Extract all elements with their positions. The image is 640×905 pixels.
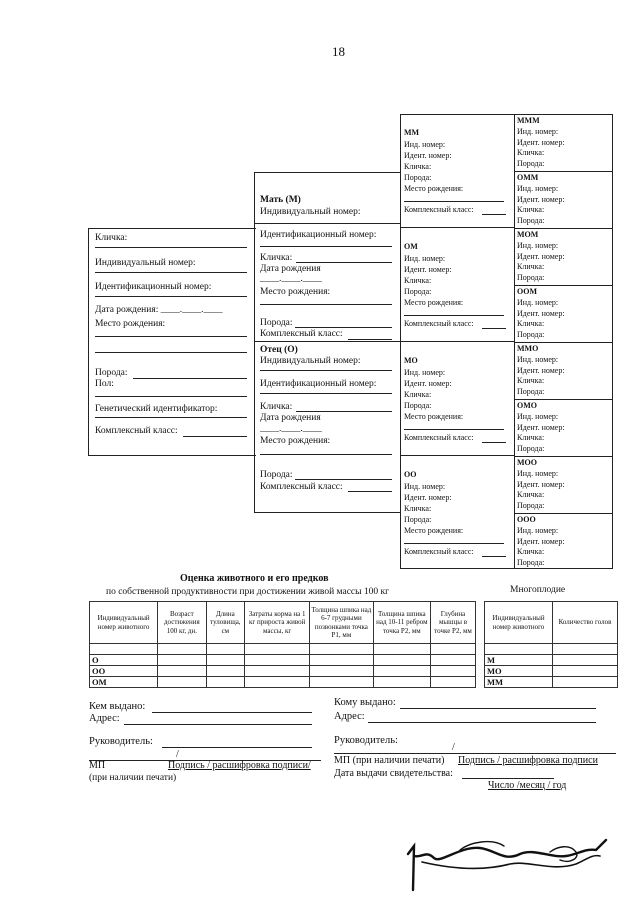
great-grandparent-breed-label: Порода: xyxy=(517,443,545,453)
grandparent-ind-label: Инд. номер: xyxy=(404,482,446,491)
great-grandparent-breed-label: Порода: xyxy=(517,386,545,396)
great-grandparent-ind-label: Инд. номер: xyxy=(517,184,559,193)
slash-left: / xyxy=(176,749,179,760)
grandparent-complex-class-label: Комплексный класс: xyxy=(404,547,474,556)
animal-nickname-label: Кличка: xyxy=(95,233,128,243)
father-nickname-label: Кличка: xyxy=(260,402,293,412)
grandparent-breed-label: Порода: xyxy=(404,401,432,410)
great-grandparent-nick-label: Кличка: xyxy=(517,262,545,271)
great-grandparent-ident-label: Идент. номер: xyxy=(517,479,565,489)
eval-row-label: ОО xyxy=(90,666,158,677)
head-right-label: Руководитель: xyxy=(334,735,398,746)
great-grandparent-ident-label: Идент. номер: xyxy=(517,137,565,147)
grandparent-title: ОМ xyxy=(404,242,418,251)
great-grandparent-title: МММ xyxy=(517,116,540,125)
grandparent-breed-label: Порода: xyxy=(404,287,432,296)
grandparent-complex-class-label: Комплексный класс: xyxy=(404,205,474,214)
grandparent-place-label: Место рождения: xyxy=(404,298,464,307)
mother-breed-label: Порода: xyxy=(260,318,293,328)
grandparent-place-label: Место рождения: xyxy=(404,526,464,535)
grandparent-complex-class-label: Комплексный класс: xyxy=(404,319,474,328)
father-title: Отец (О) xyxy=(260,345,298,355)
eval-row-label xyxy=(90,644,158,655)
stamp-note-left: (при наличии печати) xyxy=(89,773,177,783)
grandparent-ident-label: Идент. номер: xyxy=(404,493,452,502)
mother-nickname-label: Кличка: xyxy=(260,253,293,263)
great-grandparent-title: ОМО xyxy=(517,401,537,410)
address-left-label: Адрес: xyxy=(89,713,120,724)
animal-complex-class-label: Комплексный класс: xyxy=(95,426,178,436)
head-left-label: Руководитель: xyxy=(89,736,153,747)
grandparent-ident-label: Идент. номер: xyxy=(404,379,452,388)
eval-row-label: ОМ xyxy=(90,677,158,688)
signature-left: Подпись / расшифровка подписи/ xyxy=(168,760,311,771)
father-birth-date-blank: ____.____.____ xyxy=(260,424,322,434)
great-grandparent-breed-label: Порода: xyxy=(517,557,545,567)
great-grandparent-ind-label: Инд. номер: xyxy=(517,355,559,364)
father-identification-number-label: Идентификационный номер: xyxy=(260,379,377,389)
great-grandparent-nick-label: Кличка: xyxy=(517,490,545,499)
page-number: 18 xyxy=(332,44,345,59)
mp-left: МП xyxy=(89,760,106,771)
great-grandparent-title: ОММ xyxy=(517,173,539,182)
great-grandparent-ind-label: Инд. номер: xyxy=(517,298,559,307)
grandparent-ident-label: Идент. номер: xyxy=(404,151,452,160)
eval-header-number: Индивидуальный номер животного xyxy=(90,602,158,644)
eval-header-feed: Затраты корма на 1 кг прироста живой массы, кг xyxy=(245,602,310,644)
grandparent-title: МО xyxy=(404,356,418,365)
great-grandparent-nick-label: Кличка: xyxy=(517,319,545,328)
great-grandparent-title: МОО xyxy=(517,458,537,467)
mult-header-number: Индивидуальный номер животного xyxy=(485,602,553,644)
great-grandparent-ident-label: Идент. номер: xyxy=(517,308,565,318)
mother-birth-date-label: Дата рождения xyxy=(260,264,321,274)
great-grandparent-ind-label: Инд. номер: xyxy=(517,127,559,136)
great-grandparent-nick-label: Кличка: xyxy=(517,376,545,385)
slash-right: / xyxy=(452,742,455,753)
grandparent-ind-label: Инд. номер: xyxy=(404,140,446,149)
mult-row-label: М xyxy=(485,655,553,666)
grandparent-ident-label: Идент. номер: xyxy=(404,265,452,274)
great-grandparent-ident-label: Идент. номер: xyxy=(517,194,565,204)
issued-to-label: Кому выдано: xyxy=(334,697,396,708)
eval-header-muscle: Глубина мышцы в точке Р2, мм xyxy=(431,602,476,644)
eval-header-age: Возраст достижения 100 кг, дн. xyxy=(158,602,206,644)
great-grandparent-ident-label: Идент. номер: xyxy=(517,422,565,432)
eval-header-fat-p2: Толщина шпика над 10-11 ребром точка Р2, мм xyxy=(373,602,430,644)
mother-birth-date-blank: ____.____.____ xyxy=(260,274,322,284)
eval-row-label: О xyxy=(90,655,158,666)
date-format-label: Число /месяц / год xyxy=(488,780,567,791)
great-grandparent-breed-label: Порода: xyxy=(517,329,545,339)
animal-genetic-id-label: Генетический идентификатор: xyxy=(95,404,218,414)
grandparent-breed-label: Порода: xyxy=(404,173,432,182)
great-grandparent-ind-label: Инд. номер: xyxy=(517,526,559,535)
eval-header-fat-p1: Толщина шпика над 6-7 грудными позвонками точка Р1, мм xyxy=(310,602,374,644)
evaluation-title: Оценка животного и его предков xyxy=(180,573,329,584)
grandparent-ind-label: Инд. номер: xyxy=(404,368,446,377)
issued-by-label: Кем выдано: xyxy=(89,701,146,712)
mother-identification-number-label: Идентификационный номер: xyxy=(260,230,377,240)
evaluation-subtitle: по собственной продуктивности при достижении живой массы 100 кг xyxy=(106,587,390,597)
great-grandparent-ident-label: Идент. номер: xyxy=(517,251,565,261)
eval-header-length: Длина туловища, см xyxy=(206,602,245,644)
grandparent-title: ММ xyxy=(404,128,420,137)
animal-individual-number-label: Индивидуальный номер: xyxy=(95,258,196,268)
great-grandparent-title: ООО xyxy=(517,515,536,524)
mp-right: МП (при наличии печати) xyxy=(334,755,445,766)
grandparent-place-label: Место рождения: xyxy=(404,184,464,193)
mother-complex-class-label: Комплексный класс: xyxy=(260,329,343,339)
cert-date-label: Дата выдачи свидетельства: xyxy=(334,768,453,779)
grandparent-place-label: Место рождения: xyxy=(404,412,464,421)
great-grandparent-ind-label: Инд. номер: xyxy=(517,241,559,250)
signature-right: Подпись / расшифровка подписи xyxy=(458,755,598,766)
father-birth-date-label: Дата рождения xyxy=(260,413,321,423)
animal-breed-label: Порода: xyxy=(95,368,128,378)
animal-birth-date-label: Дата рождения: ____.____.____ xyxy=(95,305,223,315)
grandparent-nick-label: Кличка: xyxy=(404,390,432,399)
great-grandparent-nick-label: Кличка: xyxy=(517,205,545,214)
multiple-table xyxy=(484,601,618,688)
multiple-title: Многоплодие xyxy=(510,585,566,595)
great-grandparent-breed-label: Порода: xyxy=(517,158,545,168)
address-right-label: Адрес: xyxy=(334,711,365,722)
great-grandparent-ind-label: Инд. номер: xyxy=(517,412,559,421)
animal-sex-label: Пол: xyxy=(95,379,114,389)
mother-title: Мать (М) xyxy=(260,195,301,205)
evaluation-table xyxy=(89,601,476,688)
great-grandparent-title: ООМ xyxy=(517,287,537,296)
grandparent-ind-label: Инд. номер: xyxy=(404,254,446,263)
grandparent-nick-label: Кличка: xyxy=(404,276,432,285)
great-grandparent-nick-label: Кличка: xyxy=(517,547,545,556)
mult-row-label: МО xyxy=(485,666,553,677)
great-grandparent-title: МОМ xyxy=(517,230,539,239)
mult-header-count: Количество голов xyxy=(552,602,617,644)
animal-birth-place-label: Место рождения: xyxy=(95,319,166,329)
great-grandparent-nick-label: Кличка: xyxy=(517,433,545,442)
handwritten-signature-icon xyxy=(400,828,612,898)
father-complex-class-label: Комплексный класс: xyxy=(260,482,343,492)
great-grandparent-breed-label: Порода: xyxy=(517,500,545,510)
grandparent-breed-label: Порода: xyxy=(404,515,432,524)
great-grandparent-ind-label: Инд. номер: xyxy=(517,469,559,478)
grandparent-nick-label: Кличка: xyxy=(404,162,432,171)
great-grandparent-ident-label: Идент. номер: xyxy=(517,536,565,546)
father-breed-label: Порода: xyxy=(260,470,293,480)
great-grandparent-breed-label: Порода: xyxy=(517,272,545,282)
mother-birth-place-label: Место рождения: xyxy=(260,287,331,297)
grandparent-complex-class-label: Комплексный класс: xyxy=(404,433,474,442)
mult-row-label: ММ xyxy=(485,677,553,688)
mult-row-label xyxy=(485,644,553,655)
grandparent-nick-label: Кличка: xyxy=(404,504,432,513)
father-birth-place-label: Место рождения: xyxy=(260,436,331,446)
great-grandparent-ident-label: Идент. номер: xyxy=(517,365,565,375)
great-grandparent-breed-label: Порода: xyxy=(517,215,545,225)
father-individual-number-label: Индивидуальный номер: xyxy=(260,356,361,366)
mother-individual-number-label: Индивидуальный номер: xyxy=(260,207,361,217)
great-grandparent-title: ММО xyxy=(517,344,539,353)
grandparent-title: ОО xyxy=(404,470,417,479)
animal-identification-number-label: Идентификационный номер: xyxy=(95,282,212,292)
great-grandparent-nick-label: Кличка: xyxy=(517,148,545,157)
